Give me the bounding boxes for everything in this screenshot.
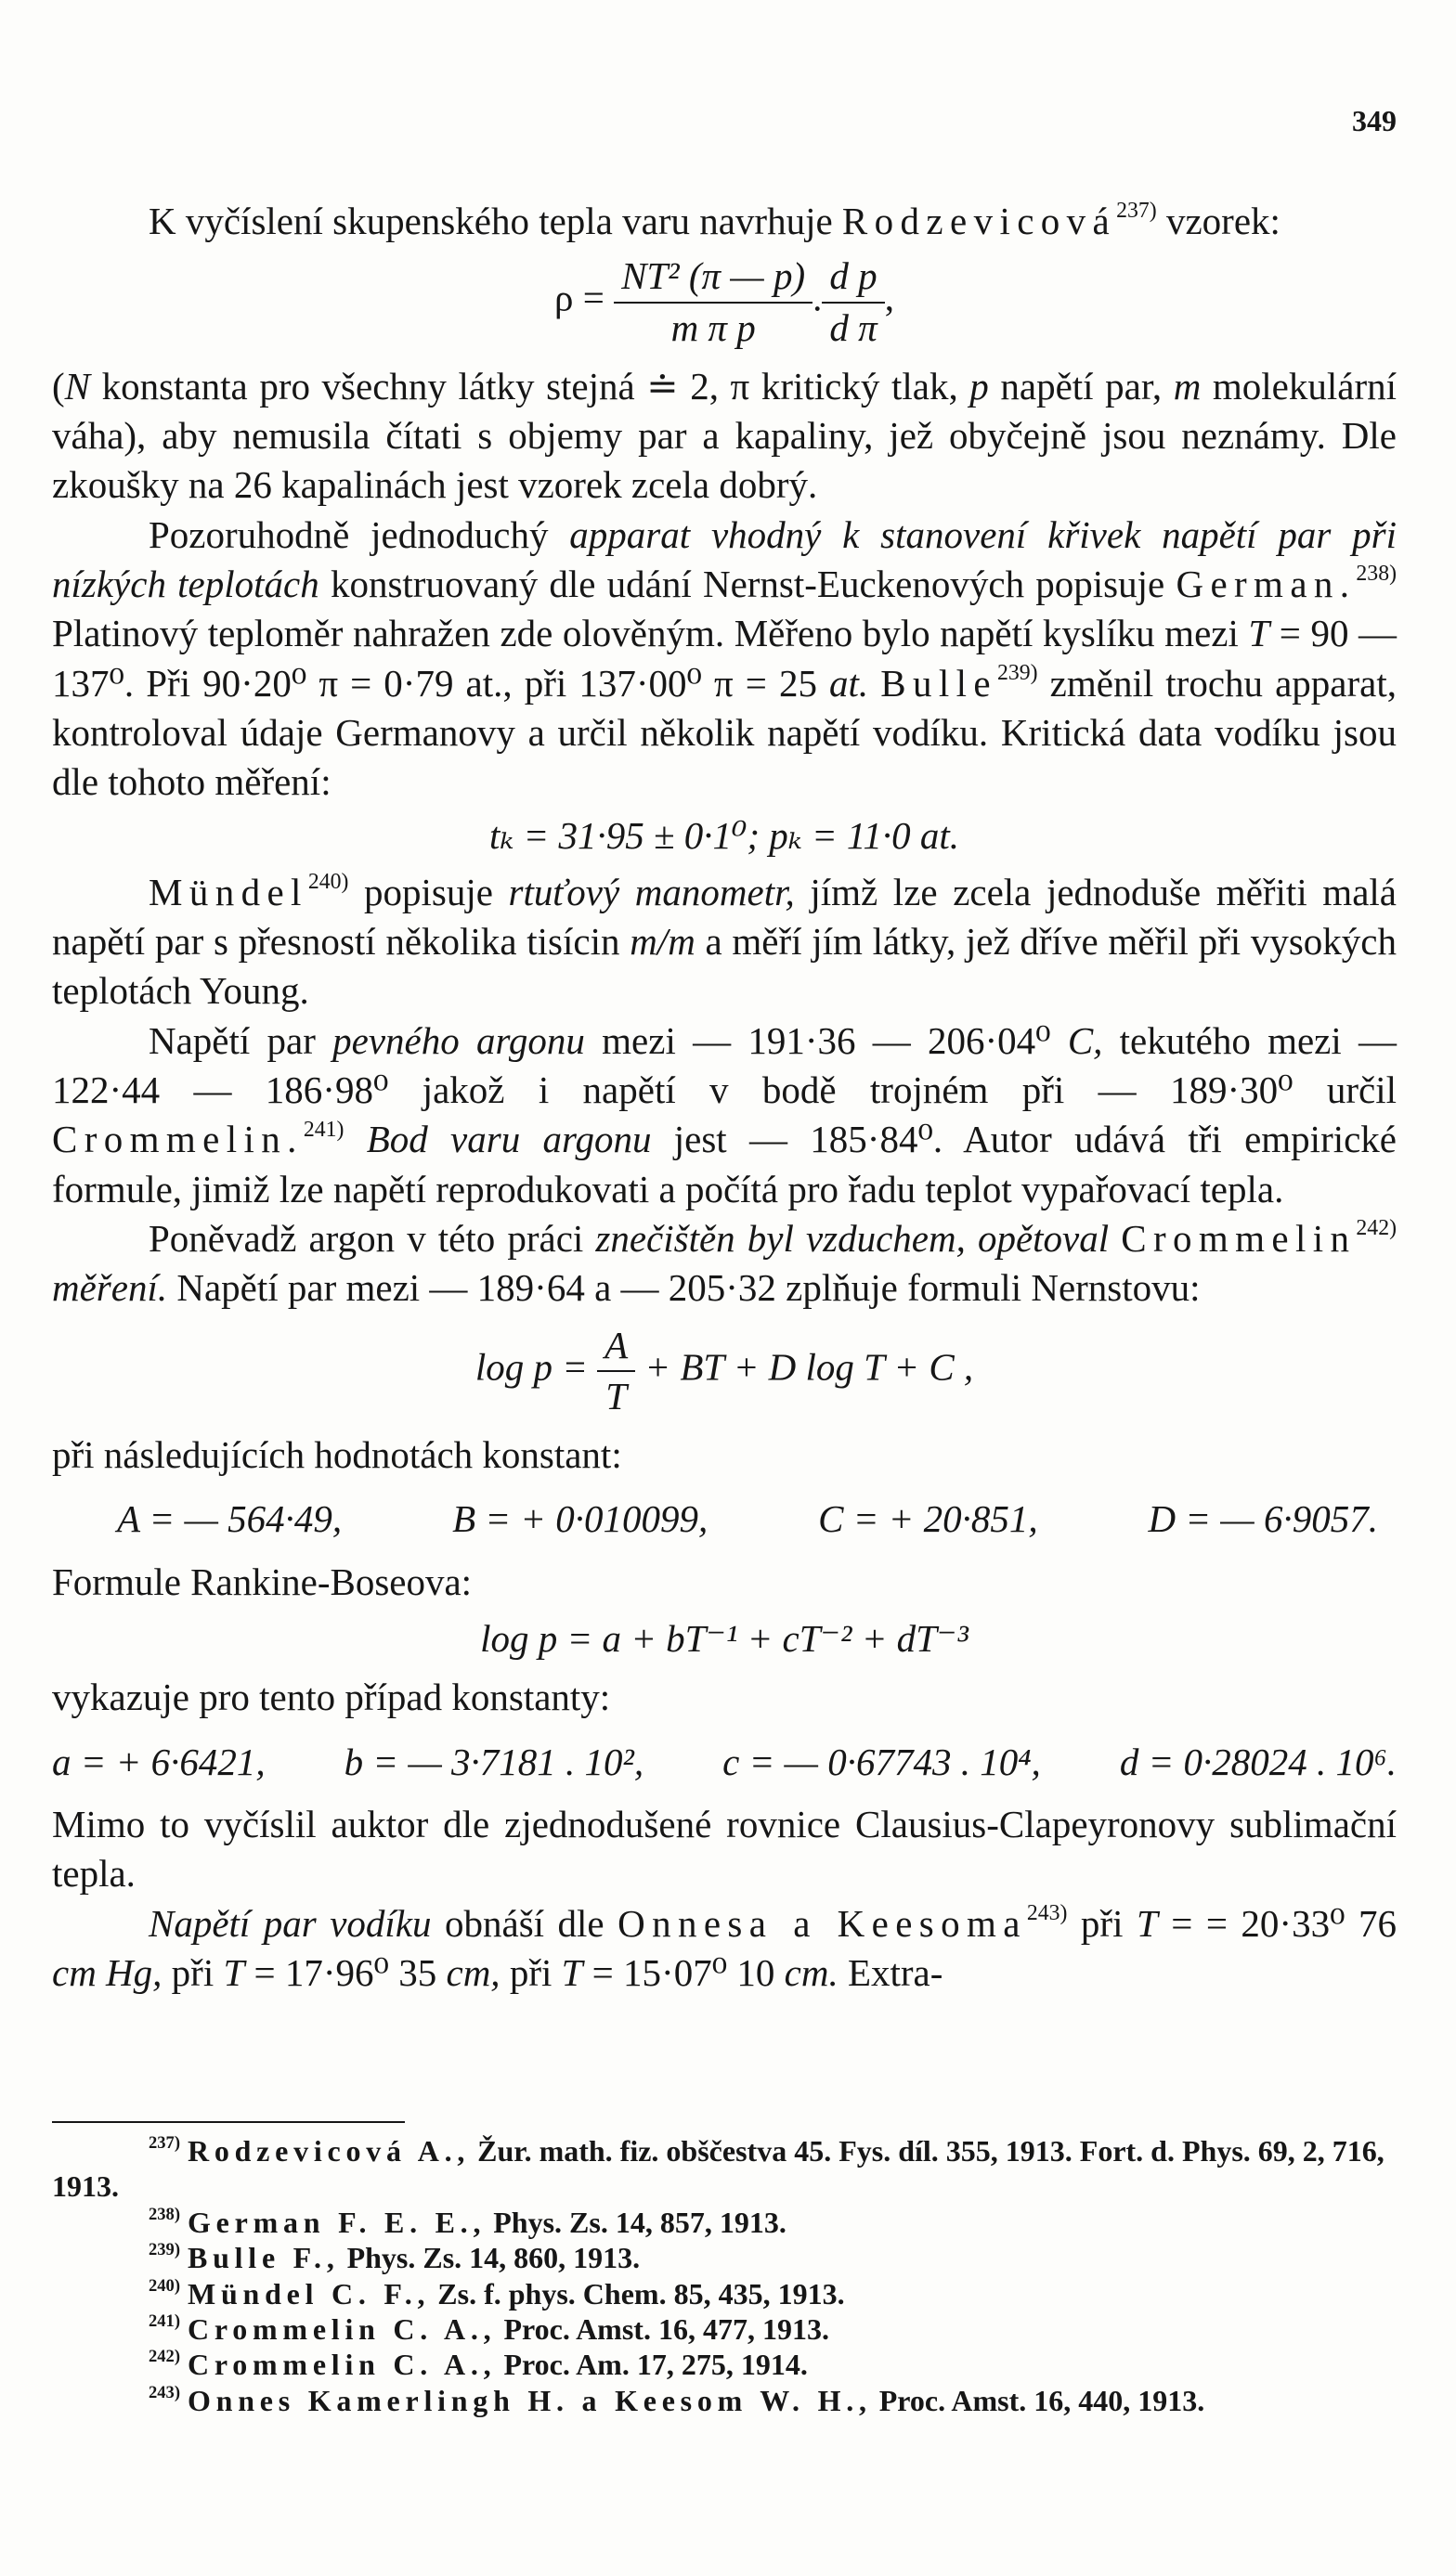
eq-lhs: ρ =	[554, 277, 604, 319]
constant-b: B = + 0·010099,	[452, 1497, 708, 1541]
text: při	[162, 1950, 224, 1994]
footnote-mark: 239)	[149, 2240, 180, 2260]
text: Extra-	[838, 1950, 943, 1994]
equation-constants-nernst	[52, 1495, 1397, 1544]
footnote-text: Proc. Am. 17, 275, 1914.	[496, 2348, 808, 2382]
footnote-text: Proc. Amst. 16, 477, 1913.	[496, 2311, 829, 2346]
author-name: Onnesa a Keesoma	[618, 1901, 1027, 1945]
text: popisuje	[348, 870, 509, 913]
equation-rankine: log p = a + bT⁻¹ + cT⁻² + dT⁻³	[480, 1617, 968, 1661]
eq-rhs: + BT + D log T + C ,	[644, 1345, 974, 1389]
paragraph-rodzevicova	[52, 197, 1397, 246]
paragraph-mundel	[52, 868, 1397, 1016]
footnote-author: German F. E. E.,	[188, 2205, 487, 2239]
equation-rho	[52, 252, 1397, 353]
text: Napětí par	[149, 1018, 333, 1062]
author-name: German.	[1176, 563, 1357, 606]
variable: T	[1136, 1901, 1158, 1945]
variable: N	[64, 364, 91, 408]
text: molekulární váha), aby nemusila čítati s objemy par a kapaliny, jež obyčejně jsou neznámy. Dle zkoušky na 26 kapalinách jest vzorek zcela dobrý.	[52, 364, 1397, 507]
emphasis: měření.	[52, 1266, 168, 1310]
paragraph-hydrogen	[52, 1899, 1397, 1999]
unit: cm,	[446, 1950, 500, 1994]
variable: T	[223, 1950, 245, 1994]
footnote-author: Mündel C. F.,	[188, 2276, 431, 2311]
author-name: Crommelin.	[52, 1118, 304, 1161]
denominator: m π p	[670, 305, 756, 349]
page-number: 349	[1352, 104, 1397, 137]
author-name: Rodzevicová	[841, 200, 1117, 242]
reference-mark: 243)	[1026, 1900, 1068, 1925]
text: při	[1067, 1901, 1137, 1945]
unit: m/m	[630, 920, 696, 964]
body-text	[52, 197, 1397, 1998]
text: napětí par,	[988, 364, 1174, 408]
paragraph-crommelin	[52, 1214, 1397, 1314]
variable: T	[561, 1950, 583, 1994]
reference-mark: 240)	[307, 870, 349, 895]
paragraph-constants	[52, 362, 1397, 511]
text: Poněvadž argon v této práci	[149, 1216, 596, 1260]
equation-constants-rankine	[52, 1738, 1397, 1787]
footnote-author: Crommelin C. A.,	[188, 2348, 497, 2382]
text: a měří jím látky, jež dříve měřil při vysokých teplotách Young.	[52, 920, 1397, 1013]
constant-d: D = — 6·9057.	[1148, 1497, 1378, 1541]
denominator: d π	[829, 305, 878, 349]
emphasis: pevného argonu	[332, 1018, 585, 1062]
paragraph-constants-intro: při následujících hodnotách konstant:	[52, 1433, 622, 1477]
footnote-author: Bulle F.,	[188, 2241, 340, 2275]
text: = 15·07⁰ 10	[582, 1950, 785, 1994]
equation-critical-data: tₖ = 31·95 ± 0·1⁰; pₖ = 11·0 at.	[488, 813, 960, 857]
constant-a: a = + 6·6421,	[52, 1740, 266, 1783]
text: tekutého mezi — 122·44 — 186·98⁰ jakož i napětí v bodě trojném při — 189·30⁰ určil	[52, 1018, 1398, 1112]
text: Platinový teploměr nahražen zde olověným. Měřeno bylo napětí kyslíku mezi	[52, 612, 1249, 655]
text: obnáší dle	[431, 1901, 618, 1945]
emphasis: Bod varu argonu	[366, 1118, 652, 1161]
emphasis: Napětí par vodíku	[149, 1901, 432, 1945]
numerator: A	[597, 1321, 635, 1372]
emphasis: znečištěn byl vzduchem, opětoval	[595, 1216, 1110, 1260]
reference-mark: 237)	[1116, 199, 1157, 224]
text: = = 20·33⁰ 76	[1157, 1901, 1397, 1945]
paragraph-argon	[52, 1016, 1397, 1214]
numerator: NT² (π — p)	[614, 252, 812, 303]
footnote-text: Phys. Zs. 14, 857, 1913.	[486, 2205, 786, 2239]
footnote-author: Rodzevicová A.,	[188, 2134, 471, 2168]
variable: p	[969, 364, 989, 408]
paragraph-rankine-constants: vykazuje pro tento případ konstanty:	[52, 1676, 611, 1719]
footnote-text: Žur. math. fiz. obščestva 45. Fys. díl. 355, 1913. Fort. d. Phys. 69, 2, 716, 1913.	[52, 2134, 1384, 2204]
text: jímž lze zcela jednoduše měřiti malá napětí par s přesností několika tisícin	[52, 870, 1397, 964]
footnote	[52, 2133, 1397, 2205]
footnotes	[52, 2133, 1397, 2418]
author-name: Mündel	[149, 870, 308, 913]
author-name: Crommelin	[1121, 1216, 1357, 1260]
footnote	[52, 2276, 1397, 2311]
footnote-mark: 238)	[149, 2204, 180, 2224]
paragraph-rankine: Formule Rankine-Boseova:	[52, 1560, 473, 1603]
constant-a: A = — 564·49,	[117, 1497, 343, 1541]
text: při	[500, 1950, 562, 1994]
constant-c: c = — 0·67743 . 10⁴,	[722, 1740, 1041, 1783]
reference-mark: 242)	[1356, 1216, 1397, 1241]
constant-d: d = 0·28024 . 10⁶.	[1119, 1740, 1397, 1783]
eq-lhs: log p =	[474, 1345, 588, 1389]
footnote-mark: 242)	[149, 2347, 180, 2367]
reference-mark: 239)	[997, 660, 1038, 685]
text: Napětí par mezi — 189·64 a — 205·32 zplňuje formuli Nernstovu:	[167, 1266, 1201, 1310]
reference-mark: 238)	[1356, 562, 1397, 587]
unit: cm.	[784, 1950, 838, 1994]
text: změnil trochu apparat, kontroloval údaje Germanovy a určil několik napětí vodíku. Kritická data vodíku jsou dle tohoto měření:	[52, 661, 1397, 804]
footnote-mark: 240)	[149, 2275, 180, 2296]
footnote-text: Proc. Amst. 16, 440, 1913.	[871, 2383, 1205, 2417]
emphasis: rtuťový manometr,	[508, 870, 795, 913]
fraction	[597, 1321, 635, 1422]
text: = 90 — 137⁰. Při 90·20⁰ π = 0·79 at., při 137·00⁰ π = 25	[52, 612, 1397, 705]
reference-mark: 241)	[303, 1117, 344, 1142]
footnote	[52, 2311, 1397, 2347]
footnote-mark: 243)	[149, 2382, 180, 2402]
unit: C,	[1067, 1018, 1103, 1062]
fraction	[614, 252, 812, 353]
constant-b: b = — 3·7181 . 10²,	[344, 1740, 644, 1783]
unit: at.	[829, 661, 869, 705]
emphasis: apparat vhodný k stanovení křivek napětí par při nízkých teplotách	[52, 512, 1397, 606]
text: konstruovaný dle udání Nernst-Euckenových popisuje	[318, 563, 1176, 606]
equation-nernst	[52, 1321, 1397, 1422]
paragraph-german	[52, 511, 1397, 808]
unit: cm Hg,	[52, 1950, 162, 1994]
footnote-text: Phys. Zs. 14, 860, 1913.	[339, 2241, 641, 2275]
footnote	[52, 2240, 1397, 2275]
text: jest — 185·84⁰. Autor udává tři empirické formule, jimiž lze napětí reprodukovati a počítá pro řadu teplot vypařovací tepla.	[52, 1118, 1398, 1210]
denominator: T	[605, 1374, 628, 1417]
numerator: d p	[822, 252, 884, 303]
author-name: Bulle	[880, 661, 997, 705]
footnote-divider	[52, 2121, 405, 2123]
eq-dot: .	[812, 277, 823, 319]
footnote-author: Crommelin C. A.,	[188, 2311, 497, 2346]
text: mezi — 191·36 — 206·04⁰	[584, 1018, 1068, 1062]
text: vzorek:	[1156, 200, 1280, 242]
variable: m	[1173, 364, 1202, 408]
footnote-author: Onnes Kamerlingh H. a Keesom W. H.,	[188, 2383, 872, 2417]
variable: T	[1248, 612, 1270, 655]
text: Pozoruhodně jednoduchý	[149, 512, 570, 556]
footnote-mark: 237)	[149, 2133, 180, 2154]
eq-tail: ,	[884, 277, 894, 319]
text: (	[52, 364, 65, 408]
footnote	[52, 2205, 1397, 2240]
fraction	[822, 252, 884, 353]
text: konstanta pro všechny látky stejná ≐ 2, π kritický tlak,	[90, 364, 970, 408]
constant-c: C = + 20·851,	[818, 1497, 1038, 1541]
footnote-text: Zs. f. phys. Chem. 85, 435, 1913.	[430, 2276, 845, 2311]
footnote	[52, 2383, 1397, 2418]
footnote-mark: 241)	[149, 2311, 180, 2332]
footnote	[52, 2347, 1397, 2382]
paragraph-sublimation: Mimo to vyčíslil auktor dle zjednodušené rovnice Clausius-Clapeyronovy sublimační tepla.	[52, 1802, 1397, 1896]
text: = 17·96⁰ 35	[244, 1950, 447, 1994]
text: K vyčíslení skupenského tepla varu navrhuje	[149, 200, 842, 242]
